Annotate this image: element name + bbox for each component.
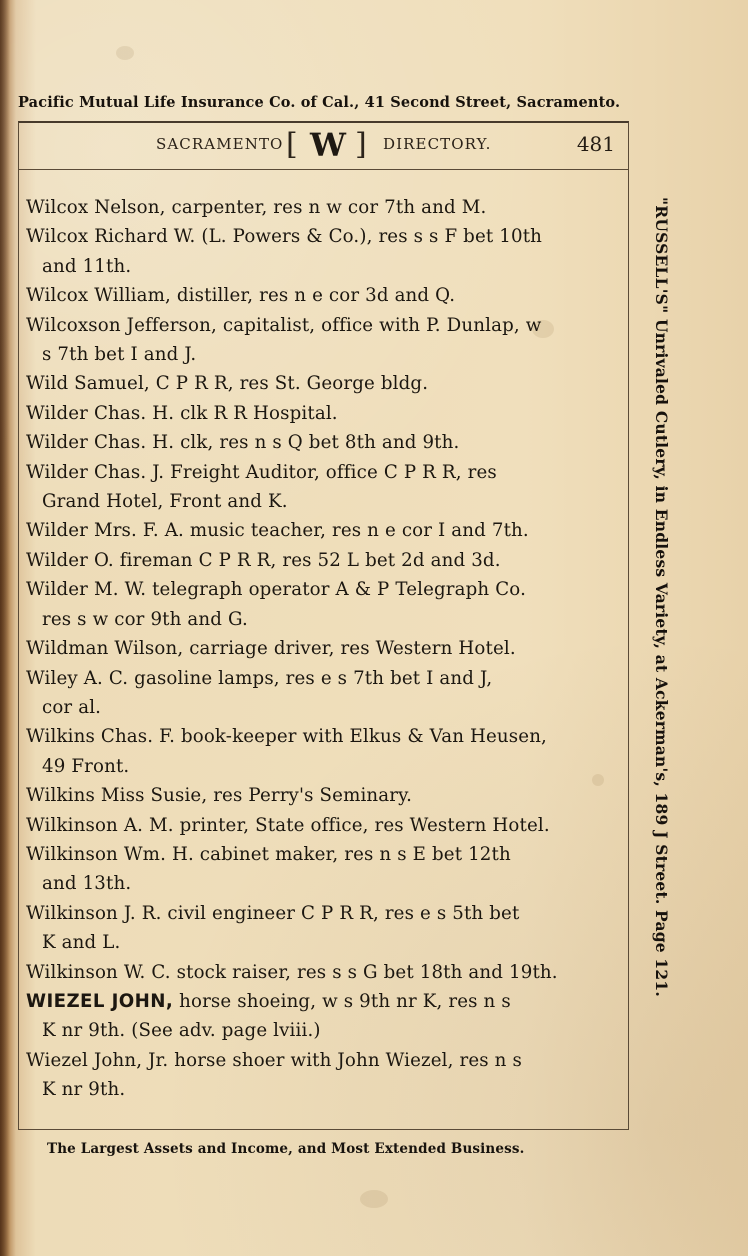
entry-line: Wilkins Chas. F. book-keeper with Elkus & Van Heusen, bbox=[26, 726, 547, 748]
directory-entry bbox=[26, 193, 616, 222]
directory-entry bbox=[26, 516, 616, 545]
side-advertisement: "RUSSELL'S" Unrivaled Cutlery, in Endless Variety, at Ackerman's, 189 J Street. Page 121. bbox=[652, 197, 671, 997]
directory-entries bbox=[26, 193, 616, 1105]
entry-line: Wilder Chas. H. clk, res n s Q bet 8th and 9th. bbox=[26, 432, 460, 454]
entry-continuation: s 7th bet I and J. bbox=[42, 344, 197, 366]
directory-entry bbox=[26, 1046, 616, 1105]
entry-line: Wilder M. W. telegraph operator A & P Telegraph Co. bbox=[26, 579, 527, 601]
directory-entry bbox=[26, 458, 616, 517]
entry-line: Wilder O. fireman C P R R, res 52 L bet 2d and 3d. bbox=[26, 549, 501, 571]
entry-line: Wilkinson W. C. stock raiser, res s s G bet 18th and 19th. bbox=[26, 961, 558, 983]
entry-line: Wiley A. C. gasoline lamps, res e s 7th bet I and J, bbox=[26, 667, 493, 689]
book-spine-shadow bbox=[0, 0, 10, 1256]
entry-continuation: K nr 9th. bbox=[42, 1079, 126, 1101]
directory-entry bbox=[26, 311, 616, 370]
entry-line: Wilcox Nelson, carpenter, res n w cor 7th and M. bbox=[26, 197, 487, 218]
directory-entry bbox=[26, 428, 616, 457]
directory-entry bbox=[26, 840, 616, 899]
header-directory: DIRECTORY. bbox=[383, 135, 492, 153]
entry-continuation: K and L. bbox=[42, 932, 121, 954]
right-bracket: ] bbox=[355, 127, 367, 162]
header-city: SACRAMENTO bbox=[156, 135, 284, 153]
entry-line: Wilkinson J. R. civil engineer C P R R, res e s 5th bet bbox=[26, 902, 520, 924]
header-divider bbox=[18, 169, 629, 170]
entry-line bbox=[26, 987, 616, 1016]
directory-entry bbox=[26, 546, 616, 575]
directory-entry bbox=[26, 722, 616, 781]
entry-line: Wilcox Richard W. (L. Powers & Co.), res s s F bet 10th bbox=[26, 226, 543, 248]
directory-entry bbox=[26, 958, 616, 987]
page-header bbox=[18, 125, 629, 165]
directory-entry bbox=[26, 575, 616, 634]
entry-continuation: Grand Hotel, Front and K. bbox=[42, 491, 288, 513]
entry-line: Wilkinson A. M. printer, State office, res Western Hotel. bbox=[26, 814, 550, 836]
paper-stain bbox=[360, 1190, 388, 1208]
directory-entry bbox=[26, 222, 616, 281]
directory-entry bbox=[26, 811, 616, 840]
bottom-advertisement: The Largest Assets and Income, and Most Extended Business. bbox=[47, 1141, 525, 1157]
entry-line: Wiezel John, Jr. horse shoer with John Wiezel, res n s bbox=[26, 1049, 522, 1071]
entry-line: Wilcoxson Jefferson, capitalist, office with P. Dunlap, w bbox=[26, 314, 542, 336]
page-number: 481 bbox=[576, 132, 615, 156]
entry-continuation: and 13th. bbox=[42, 873, 132, 895]
entry-continuation: K nr 9th. (See adv. page lviii.) bbox=[42, 1020, 321, 1042]
top-advertisement: Pacific Mutual Life Insurance Co. of Cal., 41 Second Street, Sacramento. bbox=[18, 94, 621, 111]
entry-continuation: cor al. bbox=[42, 696, 102, 718]
left-bracket: [ bbox=[286, 127, 298, 162]
directory-entry bbox=[26, 399, 616, 428]
entry-line: Wilkins Miss Susie, res Perry's Seminary. bbox=[26, 785, 413, 807]
bold-entry-name: WIEZEL JOHN, bbox=[26, 990, 174, 1012]
directory-entry bbox=[26, 899, 616, 958]
directory-entry bbox=[26, 634, 616, 663]
entry-line: Wilder Chas. J. Freight Auditor, office C P R R, res bbox=[26, 461, 497, 483]
entry-text: horse shoeing, w s 9th nr K, res n s bbox=[173, 990, 511, 1012]
entry-continuation: 49 Front. bbox=[42, 755, 130, 777]
paper-stain bbox=[116, 46, 134, 60]
entry-line: Wildman Wilson, carriage driver, res Western Hotel. bbox=[26, 638, 516, 660]
directory-entry bbox=[26, 664, 616, 723]
entry-continuation: res s w cor 9th and G. bbox=[42, 608, 248, 630]
directory-entry bbox=[26, 781, 616, 810]
entry-continuation: and 11th. bbox=[42, 255, 132, 277]
entry-line: Wild Samuel, C P R R, res St. George bldg. bbox=[26, 373, 429, 395]
entry-line: Wilder Chas. H. clk R R Hospital. bbox=[26, 402, 338, 424]
directory-entry bbox=[26, 369, 616, 398]
entry-line: Wilcox William, distiller, res n e cor 3d and Q. bbox=[26, 285, 456, 307]
directory-entry-bold bbox=[26, 987, 616, 1046]
entry-line: Wilkinson Wm. H. cabinet maker, res n s E bet 12th bbox=[26, 843, 511, 865]
directory-entry bbox=[26, 281, 616, 310]
header-letter: W bbox=[310, 126, 346, 164]
entry-line: Wilder Mrs. F. A. music teacher, res n e cor I and 7th. bbox=[26, 520, 529, 542]
